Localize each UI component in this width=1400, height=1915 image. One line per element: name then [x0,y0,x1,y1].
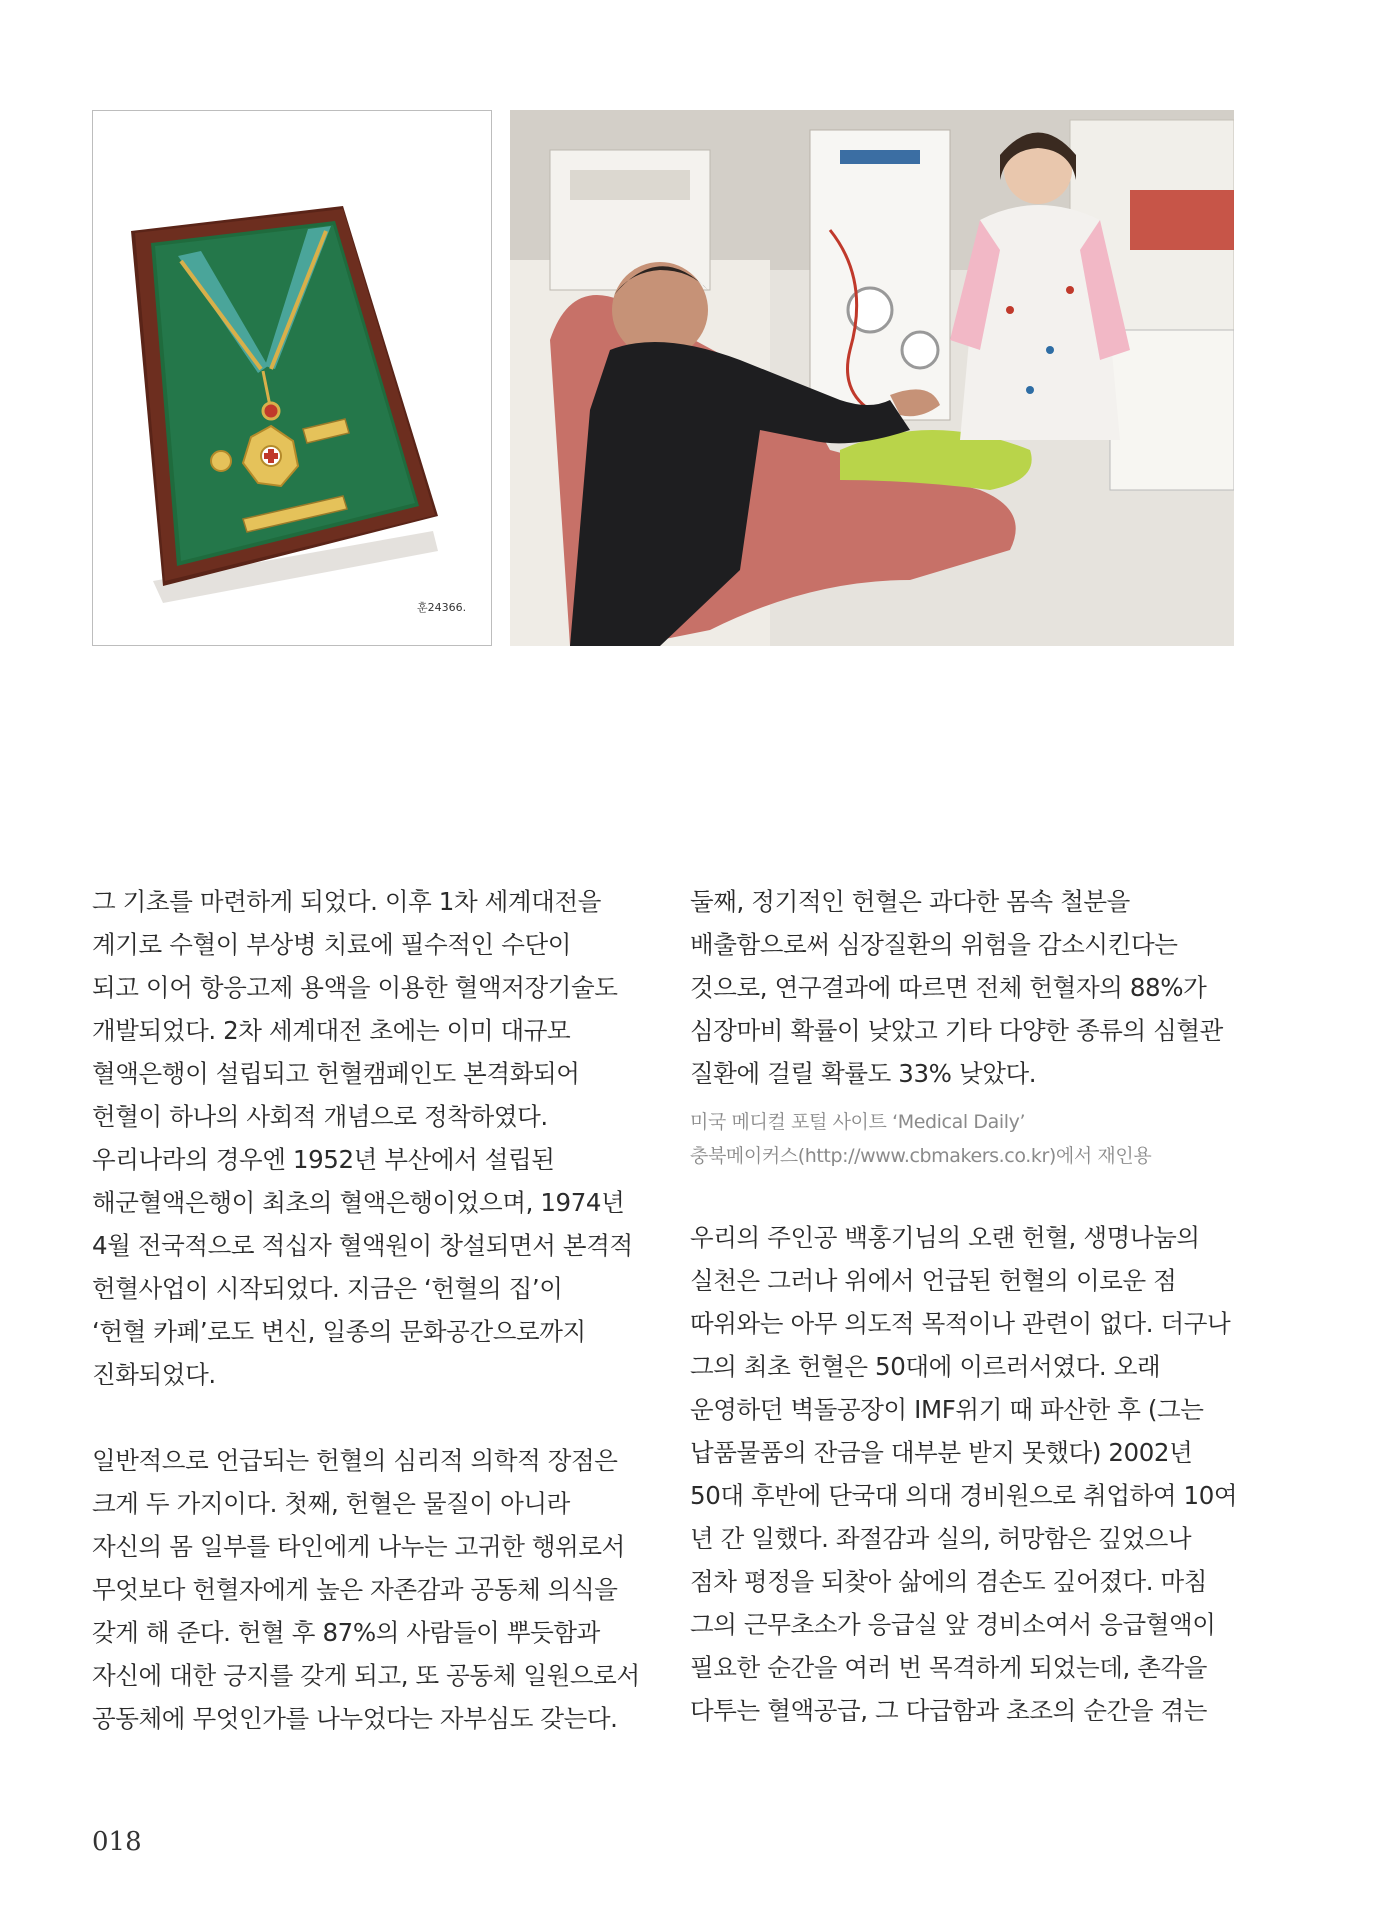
source-citation: 미국 메디컬 포털 사이트 ‘Medical Daily’ 충북메이커스(http://www.cbmakers.co.kr)에서 재인용 [690,1111,1152,1167]
blood-donation-photo [510,110,1234,646]
right-text-column [690,880,1250,1732]
left-paragraph-2: 일반적으로 언급되는 헌혈의 심리적 의학적 장점은 크게 두 가지이다. 첫째, 헌혈은 물질이 아니라 자신의 몸 일부를 타인에게 나누는 고귀한 행위로서 무엇보다 헌혈자에게 높은 자존감과 공동체 의식을 갖게 해 준다. 헌혈 후 87%의 사람들이 뿌듯함과 자신에 대한 긍지를 갖게 되고, 또 공동체 일원으로서 공동체에 무엇인가를 나누었다는 자부심도 갖는다. [92,1446,640,1733]
left-paragraph-1: 그 기초를 마련하게 되었다. 이후 1차 세계대전을 계기로 수혈이 부상병 치료에 필수적인 수단이 되고 이어 항응고제 용액을 이용한 혈액저장기술도 개발되었다. 2차 세계대전 초에는 이미 대규모 혈액은행이 설립되고 헌혈캠페인도 본격화되어 헌혈이 하나의 사회적 개념으로 정착하였다. 우리나라의 경우엔 1952년 부산에서 설립된 해군혈액은행이 최초의 혈액은행이었으며, 1974년 4월 전국적으로 적십자 혈액원이 창설되면서 본격적 헌혈사업이 시작되었다. 지금은 ‘헌혈의 집’이 ‘헌혈 카페’로도 변신, 일종의 문화공간으로까지 진화되었다. [92,887,633,1389]
left-text-column [92,880,652,1740]
page-number: 018 [92,1827,142,1857]
right-paragraph-2: 우리의 주인공 백홍기님의 오랜 헌혈, 생명나눔의 실천은 그러나 위에서 언급된 헌혈의 이로운 점 따위와는 아무 의도적 목적이나 관련이 없다. 더구나 그의 최초 헌혈은 50대에 이르러서였다. 오래 운영하던 벽돌공장이 IMF위기 때 파산한 후 (그는 납품물품의 잔금을 대부분 받지 못했다) 2002년 50대 후반에 단국대 의대 경비원으로 취업하여 10여 년 간 일했다. 좌절감과 실의, 허망함은 깊었으나 점차 평정을 되찾아 삶에의 겸손도 깊어졌다. 마침 그의 근무초소가 응급실 앞 경비소여서 응급혈액이 필요한 순간을 여러 번 목격하게 되었는데, 촌각을 다투는 혈액공급, 그 다급함과 초조의 순간을 겪는 [690,1223,1238,1725]
medal-frame-illustration [93,111,491,645]
right-paragraph-1: 둘째, 정기적인 헌혈은 과다한 몸속 철분을 배출함으로써 심장질환의 위험을 감소시킨다는 것으로, 연구결과에 따르면 전체 헌혈자의 88%가 심장마비 확률이 낮았고 기타 다양한 종류의 심혈관 질환에 걸릴 확률도 33% 낮았다. [690,887,1223,1088]
medal-photo-caption: 훈24366. [417,601,467,614]
blood-donation-illustration [510,110,1234,646]
medal-frame-photo [92,110,492,646]
